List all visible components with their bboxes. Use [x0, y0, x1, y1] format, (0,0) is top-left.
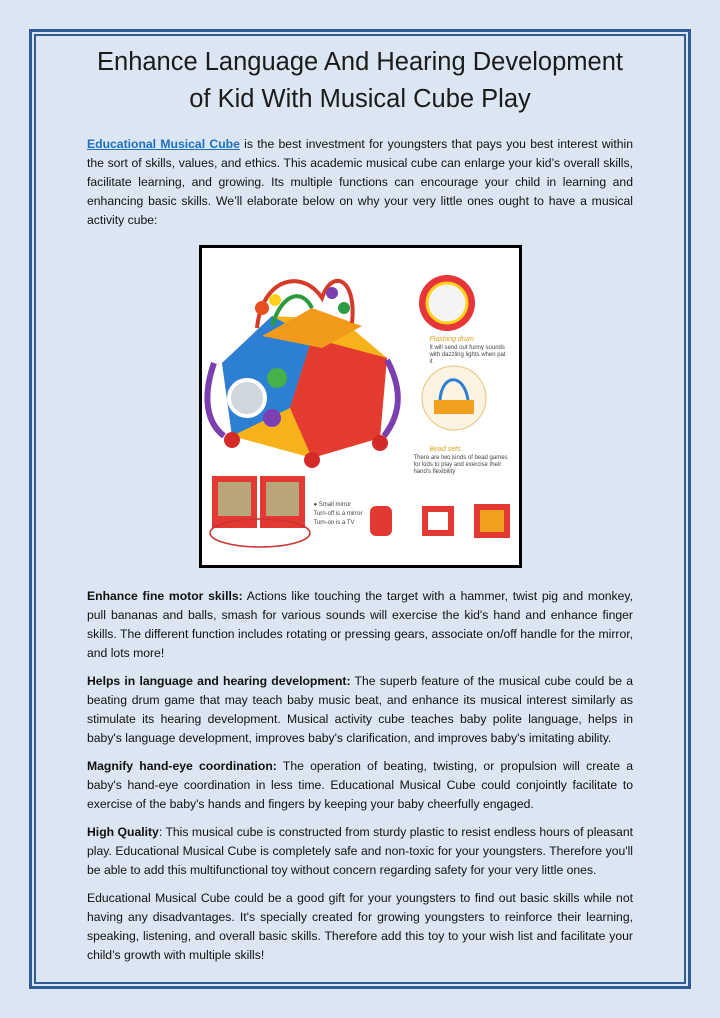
mirror-caption-line3: Turn-on is a TV	[313, 520, 355, 526]
section-paragraph	[87, 672, 633, 748]
section-heading: Enhance fine motor skills:	[87, 589, 243, 603]
section-text: The operation of beating, twisting, or propulsion will create a baby's hand-eye coordination in less time. Educational Musical Cube could conjointly facilitate to exercise of the baby's hands and fingers by keeping your baby cheerfully engaged.	[87, 759, 633, 811]
product-image	[199, 245, 522, 568]
bead-sets-caption: There are two kinds of bead games for kids to play and exercise their hand's flexibility	[413, 455, 508, 475]
intro-text: is the best investment for youngsters that pays you best interest within the sort of skills, values, and ethics. This academic musical cube can enlarge your kid’s overall skills, facilitate learning, and growing. Its multiple functions can encourage your child in learning and enhancing basic skills. We’ll elaborate below on why your very little ones ought to have a musical activity cube:	[87, 137, 633, 227]
section-text: : This musical cube is constructed from sturdy plastic to resist endless hours of pleasant play. Educational Musical Cube is completely safe and non-toxic for your youngsters. Therefore you'll be able to add this multifunctional toy without concern regarding safety for your very little ones.	[87, 825, 633, 877]
document-body	[87, 44, 633, 965]
section-paragraph	[87, 823, 633, 880]
section-paragraph	[87, 587, 633, 663]
section-heading: Magnify hand-eye coordination:	[87, 759, 277, 773]
section-text: The superb feature of the musical cube could be a beating drum game that may teach baby music beat, and enhance its musical interest similarly as stimulate its hearing development. Musical activity cube teaches baby polite language, helps in baby's language development, improves baby's clarification, and improves baby's imitating ability.	[87, 674, 633, 745]
section-heading: Helps in language and hearing development:	[87, 674, 351, 688]
intro-paragraph	[87, 135, 633, 230]
flashing-drum-caption: It will send out funny sounds with dazzling lights when pat it	[429, 345, 506, 365]
section-text: Actions like touching the target with a hammer, twist pig and monkey, pull bananas and balls, smash for various sounds will exercise the kid's hand and enhance finger skills. The different function includes rotating or pressing gears, associate on/off handle for the mirror, and lots more!	[87, 589, 634, 660]
mirror-caption-line2: Turn-off is a mirror	[313, 511, 363, 517]
bead-sets-caption-title: Bead sets	[429, 446, 461, 453]
page-title: Enhance Language And Hearing Development of Kid With Musical Cube Play	[97, 48, 623, 113]
mirror-caption-line1: ● Small mirror	[313, 502, 352, 508]
section-paragraph	[87, 757, 633, 814]
closing-paragraph: Educational Musical Cube could be a good gift for your youngsters to find out basic skills while not having any disadvantages. It's specially created for growing youngsters to reinforce their learning, speaking, listening, and overall basic skills. Therefore add this toy to your wish list and facilitate your child’s growth with multiple skills!	[87, 891, 633, 962]
section-heading: High Quality	[87, 825, 159, 839]
educational-musical-cube-link[interactable]: Educational Musical Cube	[87, 137, 240, 151]
flashing-drum-caption-title: Flashing drum	[429, 336, 474, 343]
